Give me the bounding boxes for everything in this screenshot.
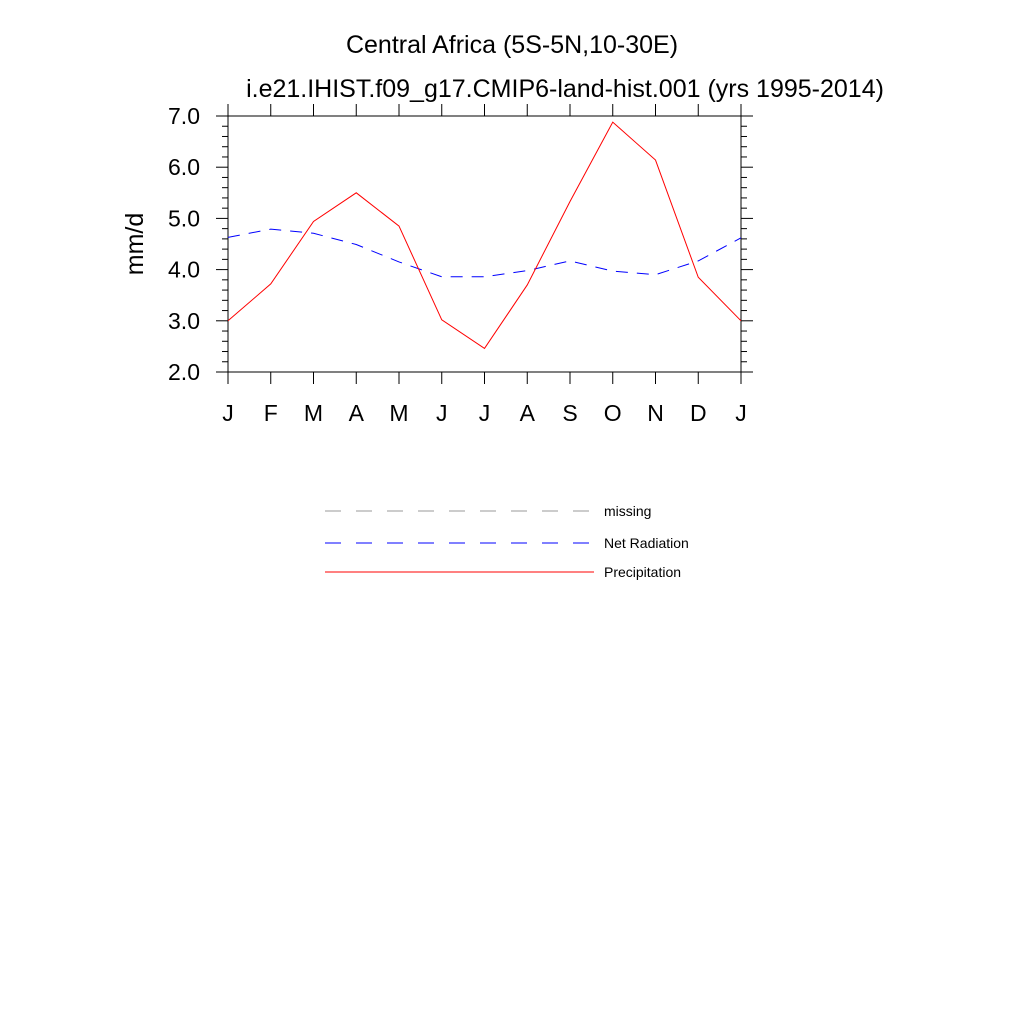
x-tick-label: O	[603, 400, 622, 426]
y-tick-label: 7.0	[168, 103, 200, 129]
y-tick-label: 3.0	[168, 307, 200, 334]
chart-subtitle: i.e21.IHIST.f09_g17.CMIP6-land-hist.001 (yrs 1995-2014)	[246, 75, 884, 103]
legend-label-missing: missing	[604, 503, 652, 519]
x-tick-label: J	[222, 400, 234, 426]
x-tick-label: J	[436, 400, 448, 426]
x-tick-label: N	[647, 400, 664, 426]
y-tick-label: 5.0	[168, 205, 200, 232]
y-tick-label: 2.0	[168, 359, 200, 385]
legend-label-precipitation: Precipitation	[604, 564, 682, 580]
x-tick-label: J	[735, 400, 747, 426]
x-tick-label: S	[562, 400, 578, 426]
x-tick-label: M	[389, 400, 409, 426]
x-tick-label: J	[478, 400, 491, 426]
y-tick-label: 6.0	[168, 154, 200, 181]
x-tick-label: D	[689, 400, 707, 426]
y-axis-label: mm/d	[121, 212, 149, 276]
chart-title: Central Africa (5S-5N,10-30E)	[345, 31, 679, 59]
y-tick-label: 4.0	[168, 256, 200, 283]
legend-label-net-radiation: Net Radiation	[604, 535, 689, 551]
x-tick-label: A	[348, 400, 364, 426]
x-tick-label: A	[519, 400, 535, 426]
x-tick-label: F	[263, 400, 278, 426]
x-tick-label: M	[303, 400, 324, 426]
